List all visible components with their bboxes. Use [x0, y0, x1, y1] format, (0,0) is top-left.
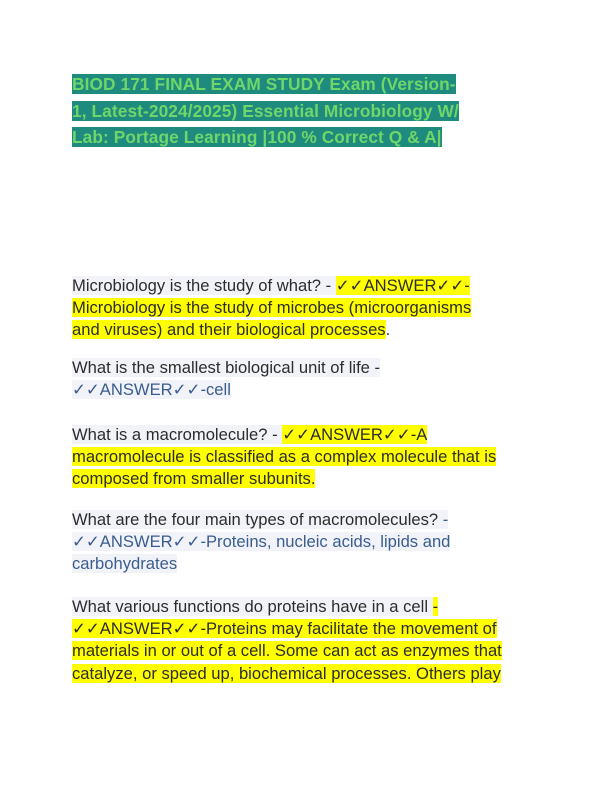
question-text: What are the four main types of macromolecules?	[72, 510, 443, 529]
question-text: Microbiology is the study of what? -	[72, 276, 336, 295]
question-text: What various functions do proteins have in a cell	[72, 597, 433, 616]
answer-line: materials in or out of a cell. Some can act as enzymes that	[72, 641, 502, 661]
answer-marker: ✓✓ANSWER✓✓-	[335, 276, 470, 295]
answer-first: -A	[410, 425, 428, 444]
question-text: What is the smallest biological unit of life -	[72, 358, 381, 377]
qa-item-1	[72, 275, 542, 342]
answer-line: and viruses) and their biological processes	[72, 320, 386, 340]
answer-marker: ✓✓ANSWER✓✓	[72, 532, 201, 552]
qa-item-4	[72, 509, 542, 576]
answer-line: Microbiology is the study of microbes (microorganisms	[72, 298, 472, 318]
question-dash: -	[432, 597, 439, 616]
answer-line: -Proteins, nucleic acids, lipids and	[200, 532, 451, 552]
answer-line: catalyze, or speed up, biochemical processes. Others play	[72, 663, 501, 683]
title-line-2: 1, Latest-2024/2025) Essential Microbiology W/	[72, 100, 459, 121]
answer-marker: ✓✓ANSWER✓✓	[72, 380, 201, 400]
answer-line: -Proteins may facilitate the movement of	[200, 619, 497, 639]
document-title	[72, 71, 540, 151]
answer-marker: ✓✓ANSWER✓✓	[72, 619, 201, 639]
answer-line: composed from smaller subunits.	[72, 469, 316, 489]
question-text: What is a macromolecule? -	[72, 425, 283, 444]
question-dash: -	[442, 510, 449, 529]
answer-marker: ✓✓ANSWER✓✓	[282, 425, 411, 444]
qa-item-5	[72, 596, 542, 685]
answer-trailing: .	[385, 320, 391, 340]
qa-item-3	[72, 424, 542, 491]
answer-line: carbohydrates	[72, 554, 178, 574]
title-line-3: Lab: Portage Learning |100 % Correct Q & A|	[72, 127, 442, 147]
qa-item-2	[72, 357, 542, 401]
answer-text: -cell	[200, 380, 231, 400]
title-line-1: BIOD 171 FINAL EXAM STUDY Exam (Version-	[72, 74, 456, 94]
answer-line: macromolecule is classified as a complex molecule that is	[72, 447, 497, 467]
